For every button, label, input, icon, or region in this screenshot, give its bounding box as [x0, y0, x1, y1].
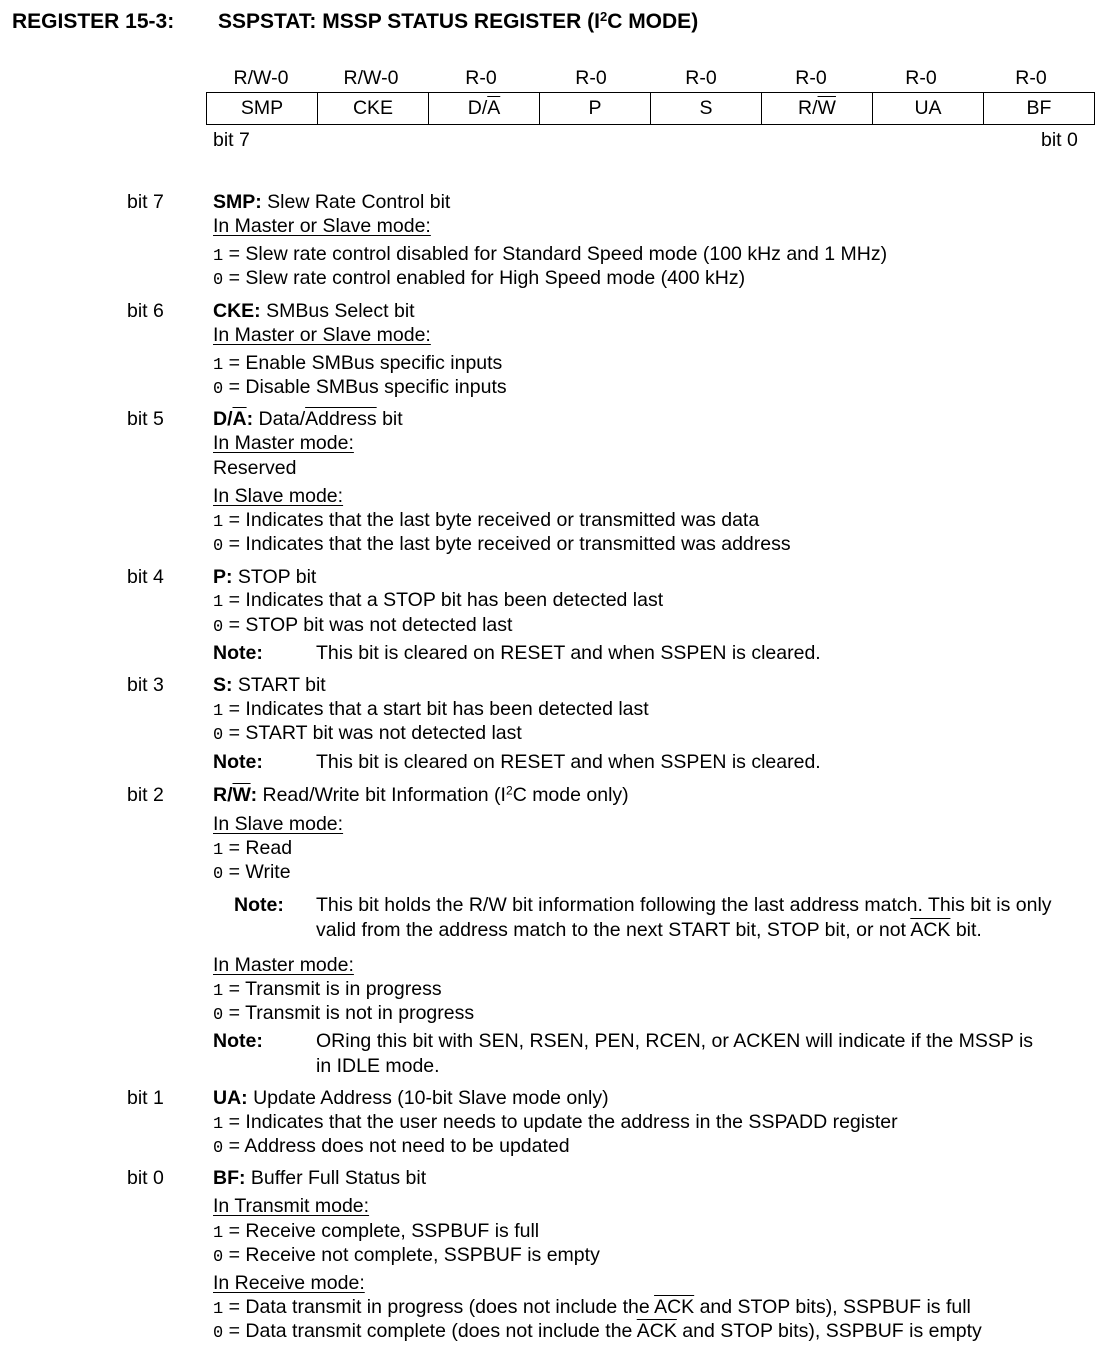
lsb-label: bit 0 — [1041, 129, 1078, 151]
bit2-note1-line2: valid from the address match to the next START bit, STOP bit, or not $\overline{ACK}$ bit. — [316, 919, 982, 941]
bit4-label: bit 4 — [127, 566, 164, 588]
bit5-master-mode-heading: In Master mode: — [213, 432, 354, 454]
bit5-value-0: 0 = Indicates that the last byte received or transmitted was address — [213, 533, 791, 556]
bit-cell-cke: CKE — [318, 93, 429, 125]
bit2-heading: $R/\overline{W}$: Read/Write bit Information ($I^2C$ mode only) — [213, 783, 629, 806]
bit5-slave-mode-heading: In Slave mode: — [213, 485, 344, 507]
bit3-note-text: This bit is cleared on RESET and when SSPEN is cleared. — [316, 751, 821, 773]
bit0-access: R-0 — [1015, 67, 1047, 89]
bit6-access: R/W-0 — [343, 67, 399, 89]
bit4-note-text: This bit is cleared on RESET and when SSPEN is cleared. — [316, 642, 821, 664]
bit7-access: R/W-0 — [233, 67, 289, 89]
bit1-access: R-0 — [905, 67, 937, 89]
bit-cell-da: $D/\overline{A}$ — [429, 93, 540, 125]
bit5-heading: $D/\overline{A}$: Data/Address bit — [213, 408, 403, 430]
bit3-heading: S: START bit — [213, 674, 326, 696]
bit2-note2-label: Note: — [213, 1030, 263, 1052]
bit2-master-mode-heading: In Master mode: — [213, 954, 354, 976]
bit4-value-1: 1 = Indicates that a STOP bit has been detected last — [213, 589, 664, 612]
bit2-slave-mode-heading: In Slave mode: — [213, 813, 344, 835]
bit-cell-smp: SMP — [207, 93, 318, 125]
bit3-value-0: 0 = START bit was not detected last — [213, 722, 522, 745]
bit1-label: bit 1 — [127, 1087, 164, 1109]
bit6-value-0: 0 = Disable SMBus specific inputs — [213, 376, 507, 399]
bit4-heading: P: STOP bit — [213, 566, 317, 588]
bit2-slave-value-1: 1 = Read — [213, 837, 293, 860]
bit7-value-1: 1 = Slew rate control disabled for Standard Speed mode (100 kHz and 1 MHz) — [213, 243, 888, 266]
bit3-note-label: Note: — [213, 751, 263, 773]
bit6-mode-heading: In Master or Slave mode: — [213, 324, 431, 346]
register-number: REGISTER 15-3: — [12, 10, 175, 33]
bit2-master-value-1: 1 = Transmit is in progress — [213, 978, 442, 1001]
bit0-label: bit 0 — [127, 1167, 164, 1189]
bit0-receive-value-1: 1 = Data transmit in progress (does not include the $\overline{ACK}$ and STOP bits), SSPBUF is full — [213, 1296, 971, 1319]
bit3-label: bit 3 — [127, 674, 164, 696]
bit5-label: bit 5 — [127, 408, 164, 430]
bit5-access: R-0 — [465, 67, 497, 89]
bit1-value-0: 0 = Address does not need to be updated — [213, 1135, 570, 1158]
bit1-value-1: 1 = Indicates that the user needs to update the address in the SSPADD register — [213, 1111, 898, 1134]
bit6-value-1: 1 = Enable SMBus specific inputs — [213, 352, 503, 375]
register-bit-table — [206, 92, 1095, 125]
bit-cell-bf: BF — [984, 93, 1095, 125]
bit2-note2-line2: in IDLE mode. — [316, 1055, 440, 1077]
bit5-value-1: 1 = Indicates that the last byte received or transmitted was data — [213, 509, 760, 532]
bit1-heading: UA: Update Address (10-bit Slave mode only) — [213, 1087, 609, 1109]
bit7-value-0: 0 = Slew rate control enabled for High Speed mode (400 kHz) — [213, 267, 746, 290]
bit2-access: R-0 — [795, 67, 827, 89]
register-title: SSPSTAT: MSSP STATUS REGISTER ($I^2C$ MODE) — [218, 8, 699, 33]
bit6-label: bit 6 — [127, 300, 164, 322]
bit-cell-rw: $R/\overline{W}$ — [762, 93, 873, 125]
bit0-transmit-value-0: 0 = Receive not complete, SSPBUF is empty — [213, 1244, 600, 1267]
bit7-heading: SMP: Slew Rate Control bit — [213, 191, 451, 213]
bit-cell-s: S — [651, 93, 762, 125]
bit7-mode-heading: In Master or Slave mode: — [213, 215, 431, 237]
bit5-reserved: Reserved — [213, 457, 297, 479]
bit0-heading: BF: Buffer Full Status bit — [213, 1167, 427, 1189]
bit4-value-0: 0 = STOP bit was not detected last — [213, 614, 513, 637]
bit3-access: R-0 — [685, 67, 717, 89]
bit-cell-ua: UA — [873, 93, 984, 125]
bit0-receive-mode-heading: In Receive mode: — [213, 1272, 365, 1294]
bit-cell-p: P — [540, 93, 651, 125]
msb-label: bit 7 — [213, 129, 250, 151]
bit6-heading: CKE: SMBus Select bit — [213, 300, 415, 322]
bit2-label: bit 2 — [127, 784, 164, 806]
bit2-note1-label: Note: — [234, 894, 284, 916]
bit4-access: R-0 — [575, 67, 607, 89]
bit2-note2-line1: ORing this bit with SEN, RSEN, PEN, RCEN, or ACKEN will indicate if the MSSP is — [316, 1030, 1034, 1052]
bit0-transmit-mode-heading: In Transmit mode: — [213, 1195, 370, 1217]
bit3-value-1: 1 = Indicates that a start bit has been detected last — [213, 698, 649, 721]
bit2-master-value-0: 0 = Transmit is not in progress — [213, 1002, 475, 1025]
bit7-label: bit 7 — [127, 191, 164, 213]
bit0-transmit-value-1: 1 = Receive complete, SSPBUF is full — [213, 1220, 540, 1243]
bit0-receive-value-0: 0 = Data transmit complete (does not include the $\overline{ACK}$ and STOP bits), SSPBUF is empty — [213, 1320, 982, 1343]
register-bit-row — [207, 93, 1095, 125]
bit4-note-label: Note: — [213, 642, 263, 664]
bit2-note1-line1: This bit holds the R/W bit information following the last address match. This bit is only — [316, 894, 1052, 916]
bit2-slave-value-0: 0 = Write — [213, 861, 291, 884]
